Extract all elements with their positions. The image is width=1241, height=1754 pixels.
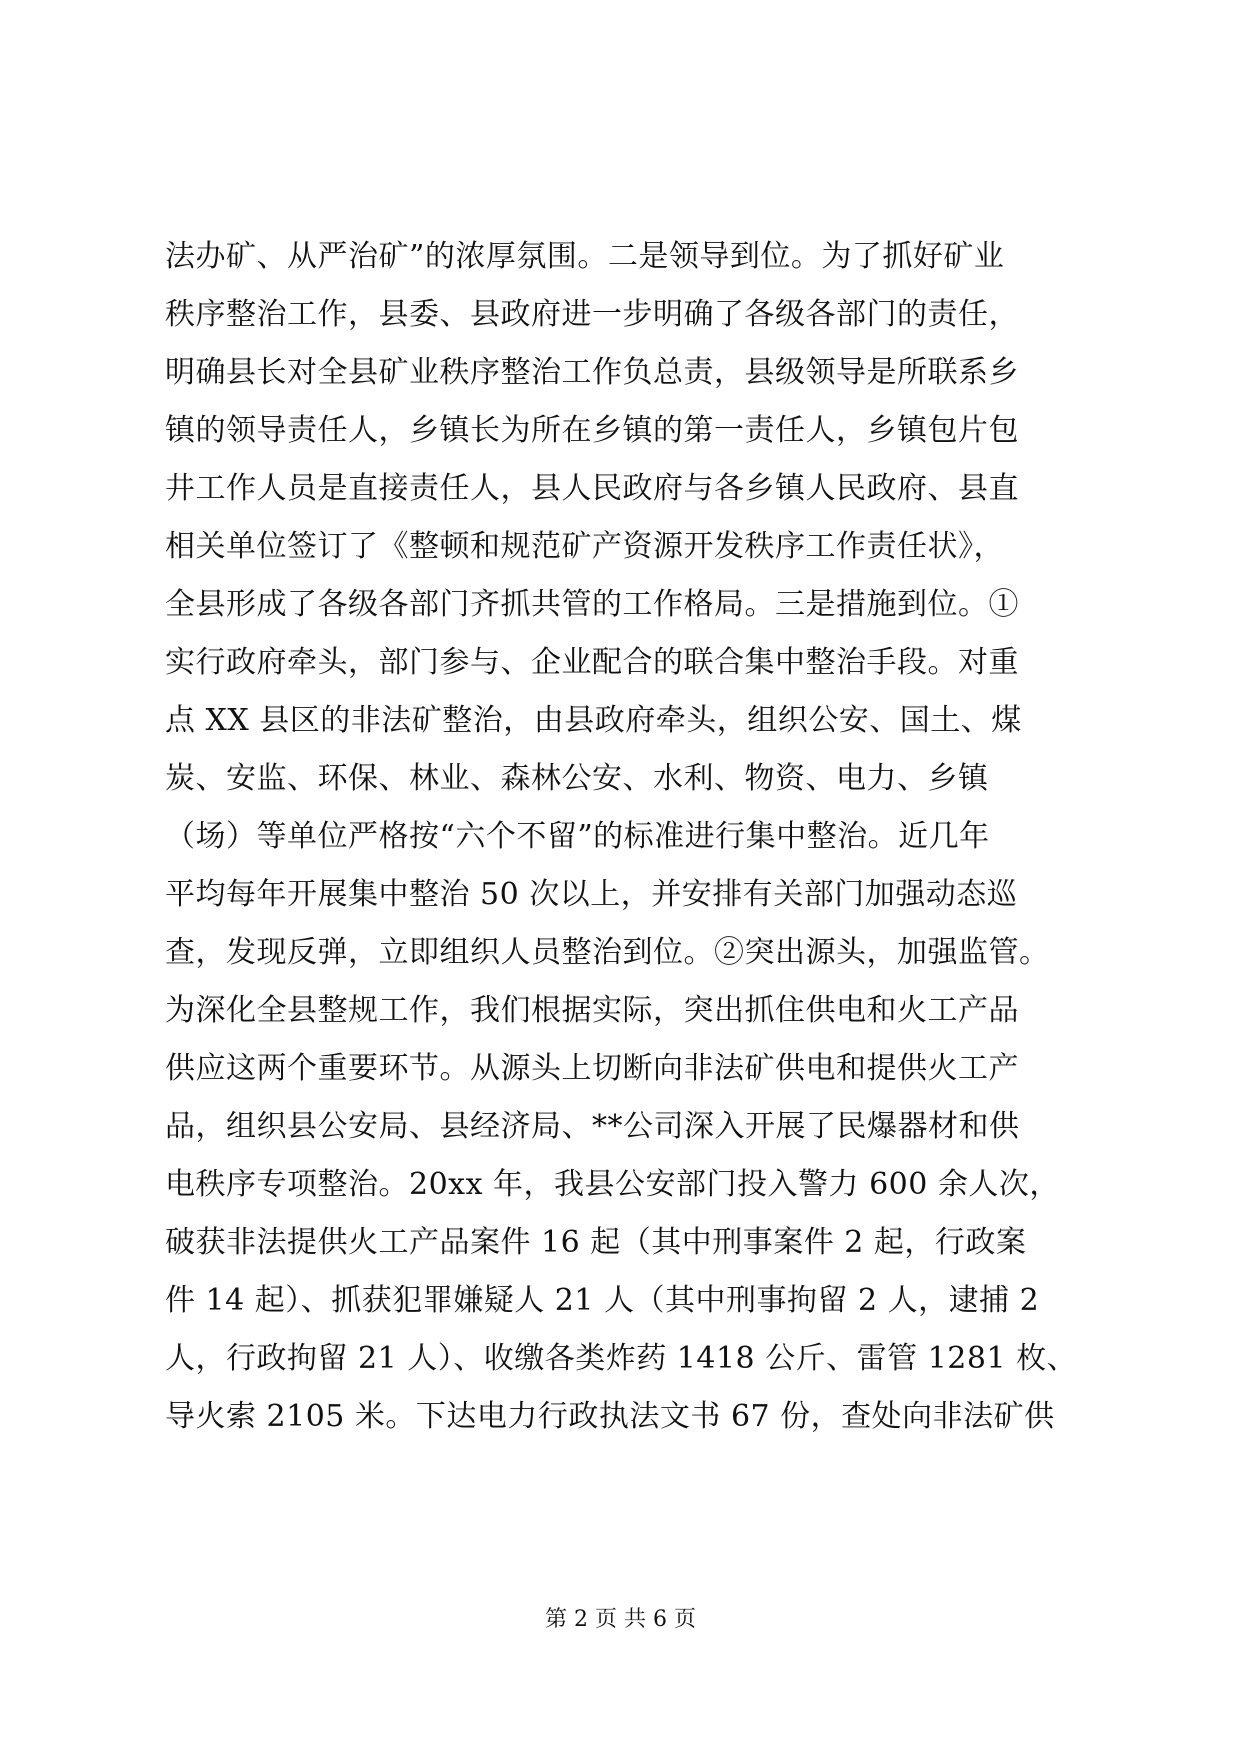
text-line: 供应这两个重要环节。从源头上切断向非法矿供电和提供火工产 [165, 1051, 1019, 1086]
text-line: 品，组织县公安局、县经济局、**公司深入开展了民爆器材和供 [165, 1109, 1020, 1144]
text-line: 炭、安监、环保、林业、森林公安、水利、物资、电力、乡镇 [165, 761, 989, 796]
text-line: 秩序整治工作，县委、县政府进一步明确了各级各部门的责任， [165, 297, 1019, 332]
text-line: 实行政府牵头，部门参与、企业配合的联合集中整治手段。对重 [165, 645, 1019, 680]
text-line: 人，行政拘留 21 人）、收缴各类炸药 1418 公斤、雷管 1281 枚、 [165, 1341, 1078, 1376]
text-line: 镇的领导责任人，乡镇长为所在乡镇的第一责任人，乡镇包片包 [165, 413, 1019, 448]
body-paragraph [165, 228, 1085, 1446]
text-line: 查，发现反弹，立即组织人员整治到位。②突出源头，加强监管。 [165, 935, 1050, 970]
text-line: （场）等单位严格按“六个不留”的标准进行集中整治。近几年 [165, 819, 990, 854]
page-footer: 第 2 页 共 6 页 [545, 1607, 696, 1632]
text-line: 平均每年开展集中整治 50 次以上，并安排有关部门加强动态巡 [165, 877, 1018, 912]
text-line: 为深化全县整规工作，我们根据实际，突出抓住供电和火工产品 [165, 993, 1019, 1028]
text-line: 导火索 2105 米。下达电力行政执法文书 67 份，查处向非法矿供 [165, 1399, 1055, 1434]
text-line: 点 XX 县区的非法矿整治，由县政府牵头，组织公安、国土、煤 [165, 703, 1022, 738]
text-line: 相关单位签订了《整顿和规范矿产资源开发秩序工作责任状》， [165, 529, 1004, 564]
text-line: 法办矿、从严治矿”的浓厚氛围。二是领导到位。为了抓好矿业 [165, 239, 1005, 274]
text-line: 全县形成了各级各部门齐抓共管的工作格局。三是措施到位。① [165, 587, 1019, 622]
text-line: 电秩序专项整治。20xx 年，我县公安部门投入警力 600 余人次， [165, 1167, 1060, 1202]
text-line: 件 14 起）、抓获犯罪嫌疑人 21 人（其中刑事拘留 2 人，逮捕 2 [165, 1283, 1040, 1318]
text-line: 破获非法提供火工产品案件 16 起（其中刑事案件 2 起，行政案 [165, 1225, 1027, 1260]
text-line: 井工作人员是直接责任人，县人民政府与各乡镇人民政府、县直 [165, 471, 1019, 506]
text-line: 明确县长对全县矿业秩序整治工作负总责，县级领导是所联系乡 [165, 355, 1019, 390]
